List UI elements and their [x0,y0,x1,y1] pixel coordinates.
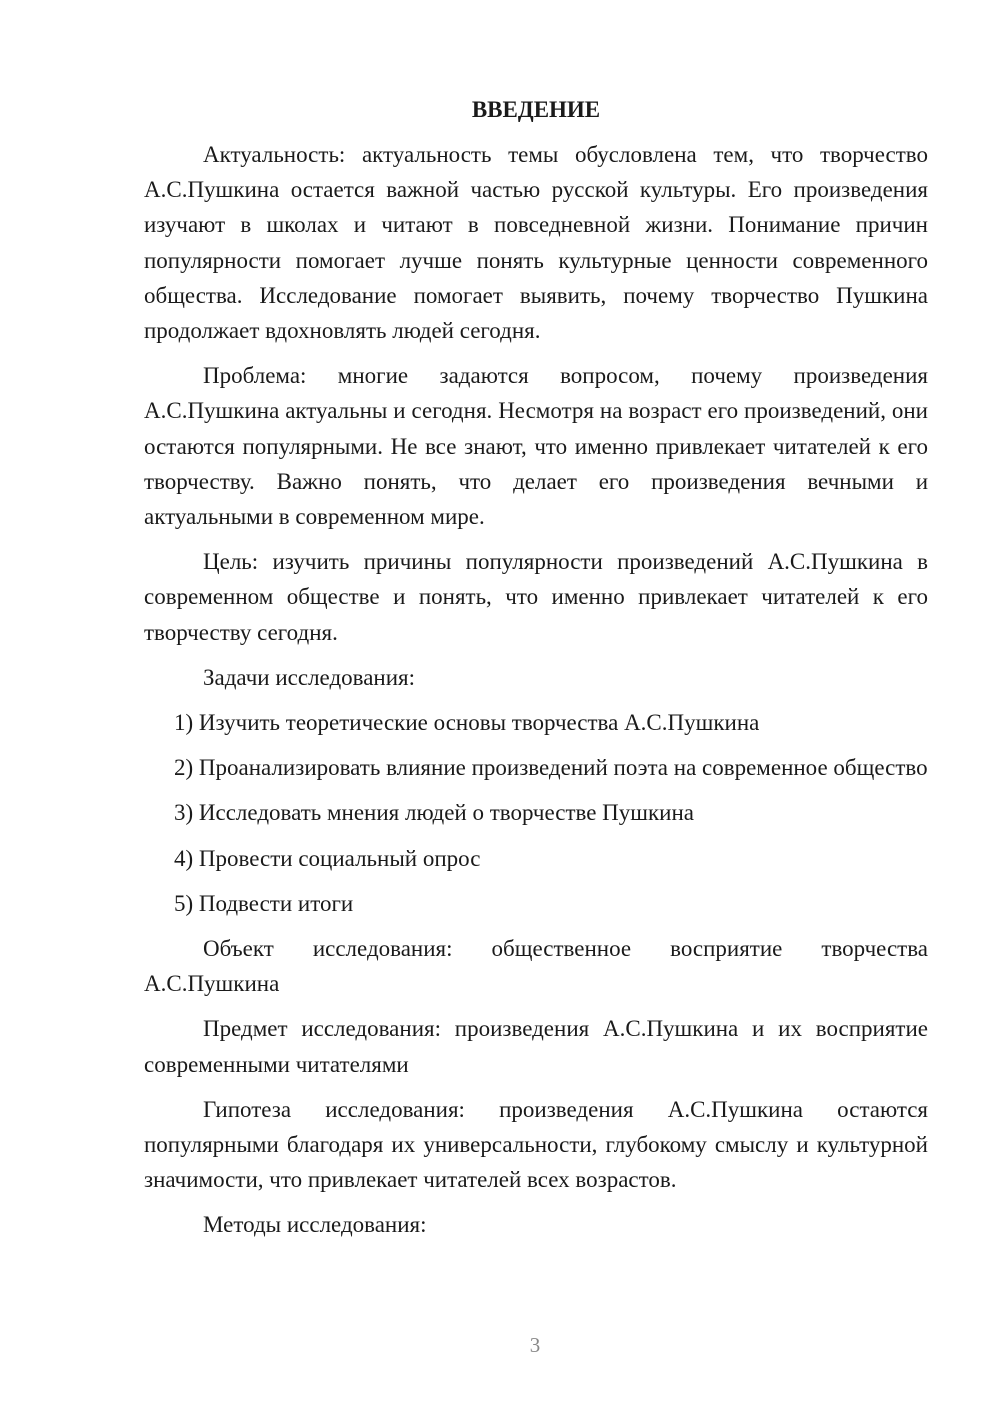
hypothesis-paragraph: Гипотеза исследования: произведения А.С.Пушкина остаются популярными благодаря их универсальности, глубокому смыслу и культурной значимости, что привлекает читателей всех возрастов. [144,1096,928,1193]
relevance-paragraph: Актуальность: актуальность темы обусловлена тем, что творчество А.С.Пушкина остается важной частью русской культуры. Его произведения изучают в школах и читают в повседневной жизни. Понимание причин популярности помогает лучше понять культурные ценности современного общества. Исследование помогает выявить, почему творчество Пушкина продолжает вдохновлять людей сегодня. [144,142,928,344]
problem-paragraph: Проблема: многие задаются вопросом, почему произведения А.С.Пушкина актуальны и сегодня. Несмотря на возраст его произведений, они остаются популярными. Не все знают, что именно привлекает читателей к его творчеству. Важно понять, что делает его произведения вечными и актуальными в современном мире. [144,363,928,530]
methods-title: Методы исследования: [203,1212,427,1238]
subject-paragraph: Предмет исследования: произведения А.С.Пушкина и их восприятие современными читателями [144,1016,928,1077]
task-item-1: 1) Изучить теоретические основы творчества А.С.Пушкина [174,710,760,736]
task-item-5: 5) Подвести итоги [174,890,354,916]
task-item-2: 2) Проанализировать влияние произведений поэта на современное общество [174,755,928,781]
object-paragraph: Объект исследования: общественное восприятие творчества А.С.Пушкина [144,936,928,997]
task-item-3: 3) Исследовать мнения людей о творчестве Пушкина [174,800,695,826]
goal-paragraph: Цель: изучить причины популярности произведений А.С.Пушкина в современном обществе и понять, что именно привлекает читателей к его творчеству сегодня. [144,549,928,645]
task-item-4: 4) Провести социальный опрос [174,845,481,871]
page-content [144,92,928,1253]
page-number: 3 [529,1333,541,1357]
section-heading: ВВЕДЕНИЕ [471,97,601,122]
tasks-title: Задачи исследования: [203,664,416,690]
